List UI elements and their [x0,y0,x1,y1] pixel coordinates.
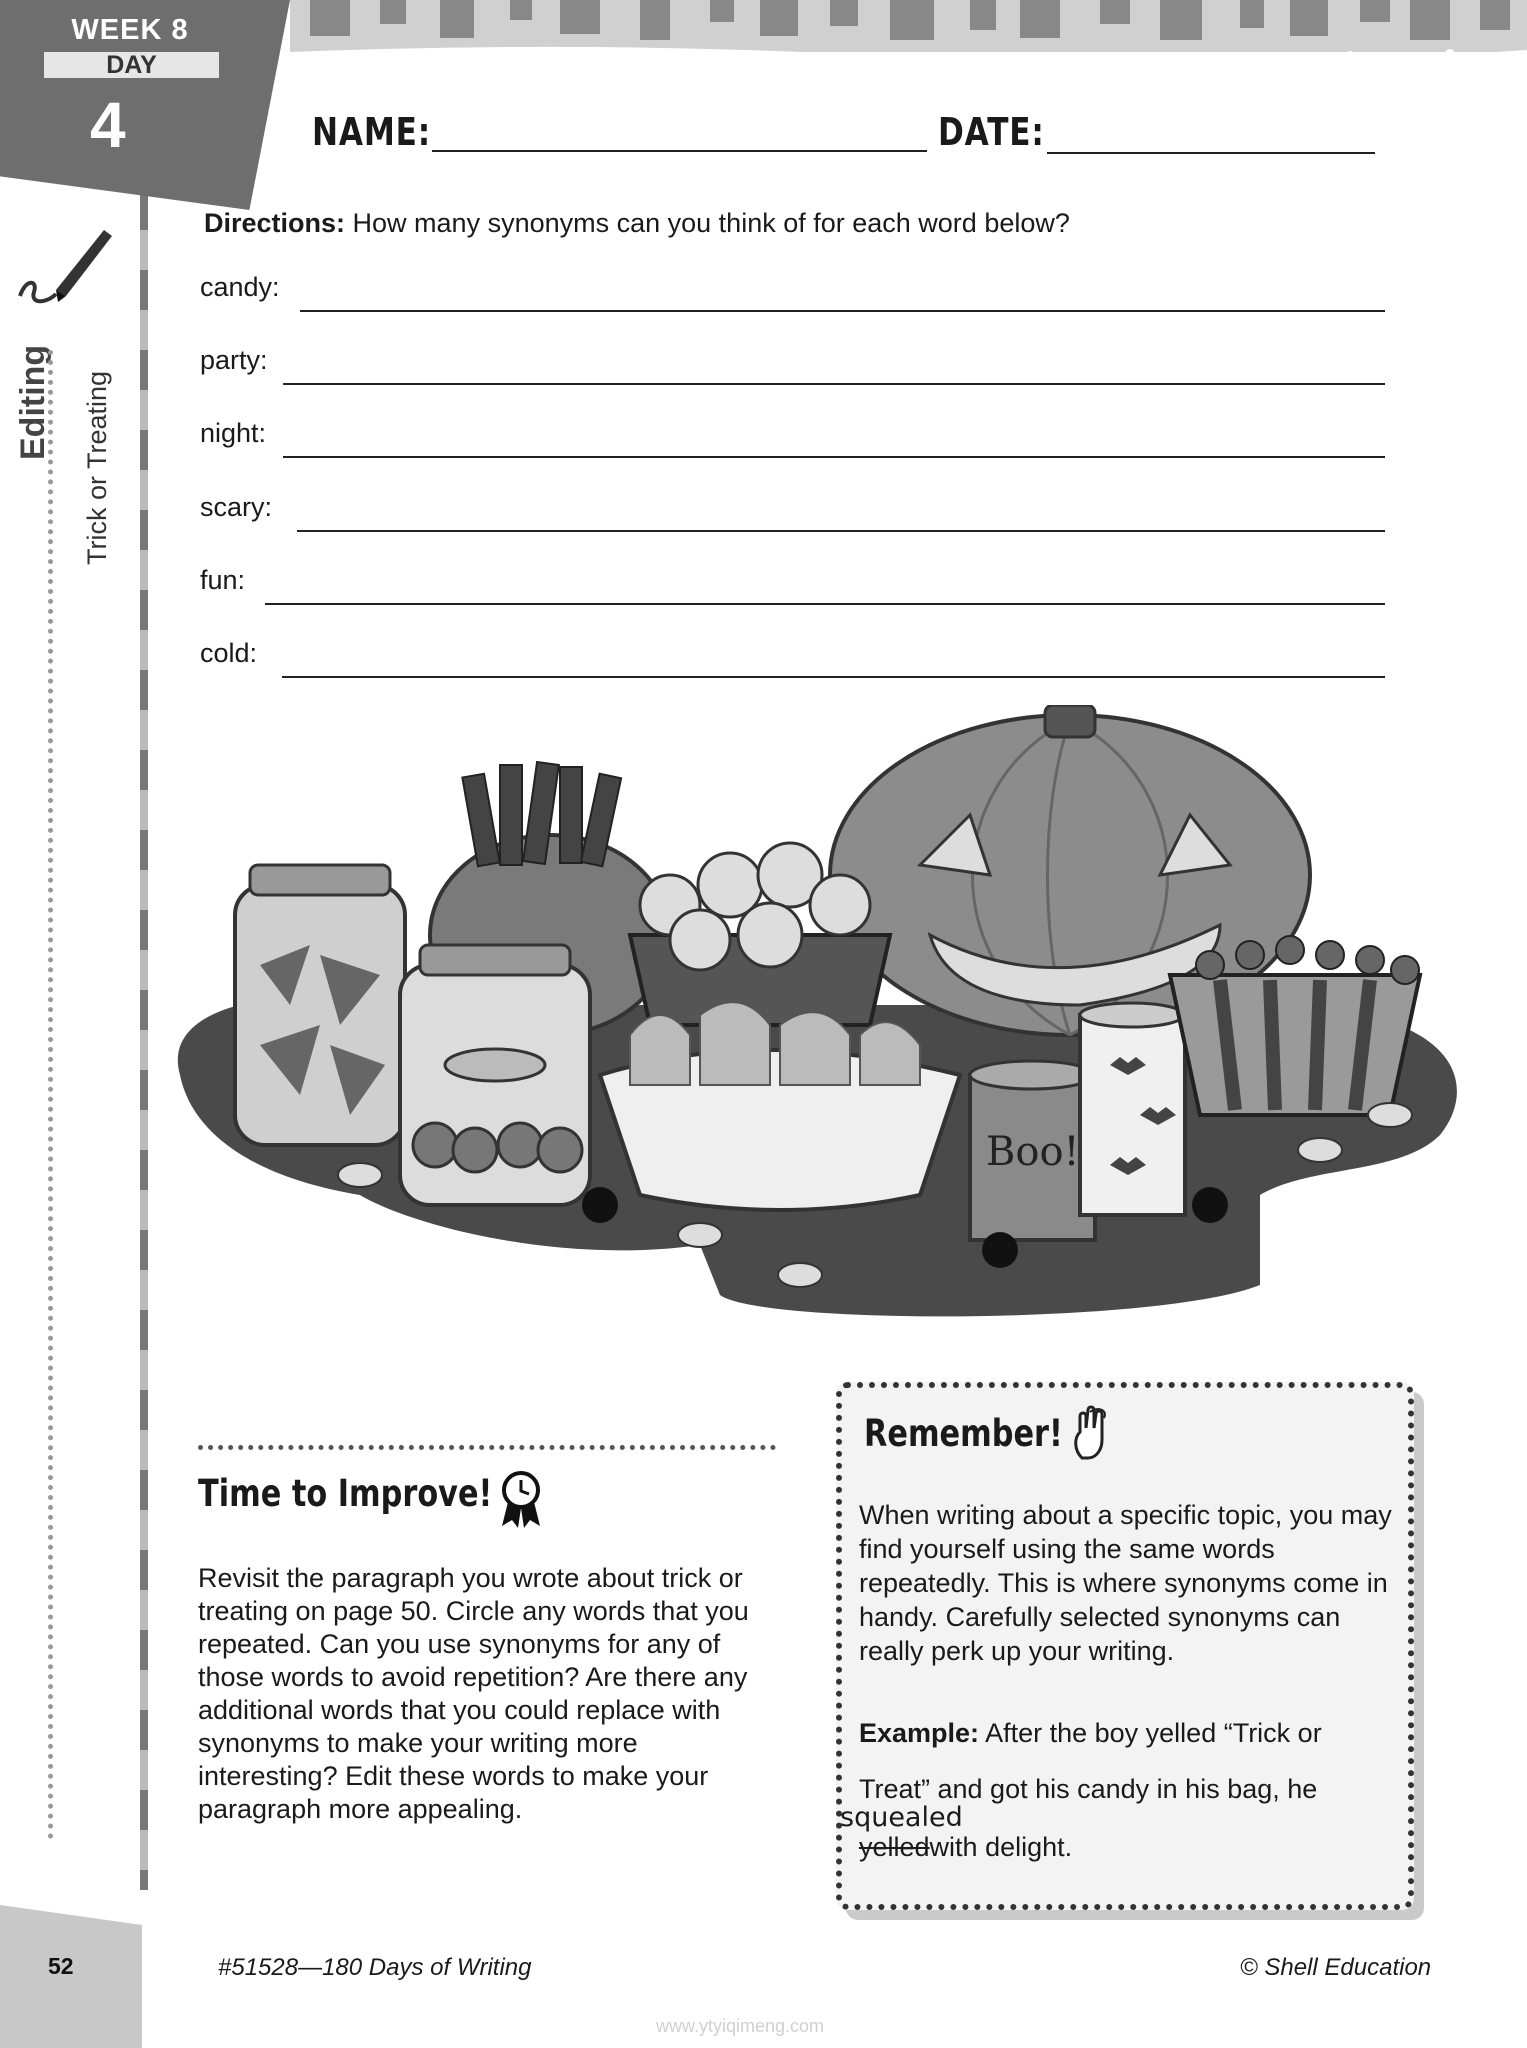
eyeball-jar-icon [400,945,590,1205]
footer-copyright: © Shell Education [1240,1954,1432,1981]
answer-line[interactable] [283,383,1385,385]
date-field[interactable] [1047,152,1375,154]
struck-word: yelled [859,1832,930,1862]
answer-line[interactable] [282,676,1385,678]
word-label: party: [200,345,268,375]
remember-text: When writing about a specific topic, you may find yourself using the same words repeatedly. This is where synonyms come in handy. Carefully selected synonyms can really perk up your writing. [859,1500,1392,1666]
topic-label: Trick or Treating [82,370,112,565]
example-line: Treat” and got his candy in his bag, he [859,1774,1318,1804]
footer-book-code: #51528—180 Days of Writing [218,1954,532,1981]
watermark: www.ytyiqimeng.com [656,2016,825,2036]
word-label: candy: [200,272,280,302]
answer-line[interactable] [265,603,1385,605]
improve-title: Time to Improve! [198,1472,493,1515]
ribbon-icon [498,1470,544,1530]
top-banner [290,0,1527,72]
date-label: DATE: [938,110,1045,154]
striped-candy-bowl-icon [1170,936,1420,1115]
week-label: WEEK 8 [71,14,189,46]
day-label: DAY [44,52,219,78]
answer-line[interactable] [283,456,1385,458]
hand-with-string-icon [1068,1404,1112,1460]
candy-jar-icon [235,865,405,1145]
word-row-cold [200,638,1385,678]
name-label: NAME: [312,110,432,154]
page-number: 52 [48,1953,74,1979]
word-label: scary: [200,492,273,522]
name-field[interactable] [432,150,927,152]
directions-text: How many synonyms can you think of for each word below? [345,208,1070,238]
ghost-candy-bowl-icon [600,1002,960,1210]
halloween-candy-illustration [160,705,1470,1325]
bat-candle-icon [1080,1003,1185,1215]
boo-candle-icon [970,1061,1095,1240]
sidebar-stripe [140,190,148,1890]
example-line [859,1718,1322,1749]
example-end: with delight. [929,1832,1073,1862]
answer-line[interactable] [297,530,1385,532]
word-row-night [200,418,1385,458]
directions [204,208,1070,239]
example-bold: Example: [859,1718,980,1748]
answer-line[interactable] [300,310,1385,312]
word-row-party [200,345,1385,385]
word-label: cold: [200,638,258,668]
correction-word: squealed [840,1802,963,1833]
day-number: 4 [90,89,126,161]
word-row-scary [200,492,1385,532]
sidebar-dots [48,350,53,1840]
section-divider [198,1445,776,1450]
pen-icon [16,218,116,308]
section-label: Editing [14,344,52,460]
remember-title: Remember! [864,1412,1063,1455]
improve-text: Revisit the paragraph you wrote about trick or treating on page 50. Circle any words that you repeated. Can you use synonyms for any of those words to avoid repetition? Are there any additional words that you could replace with synonyms to make your writing more interesting? Edit these words to make your paragraph more appealing. [198,1563,749,1824]
word-row-candy [200,272,1385,312]
boo-label: Boo! [986,1129,1080,1175]
example-line [859,1832,1072,1863]
word-label: fun: [200,565,246,595]
directions-bold: Directions: [204,208,346,238]
example-text: After the boy yelled “Trick or [979,1718,1322,1748]
word-row-fun [200,565,1385,605]
word-label: night: [200,418,267,448]
